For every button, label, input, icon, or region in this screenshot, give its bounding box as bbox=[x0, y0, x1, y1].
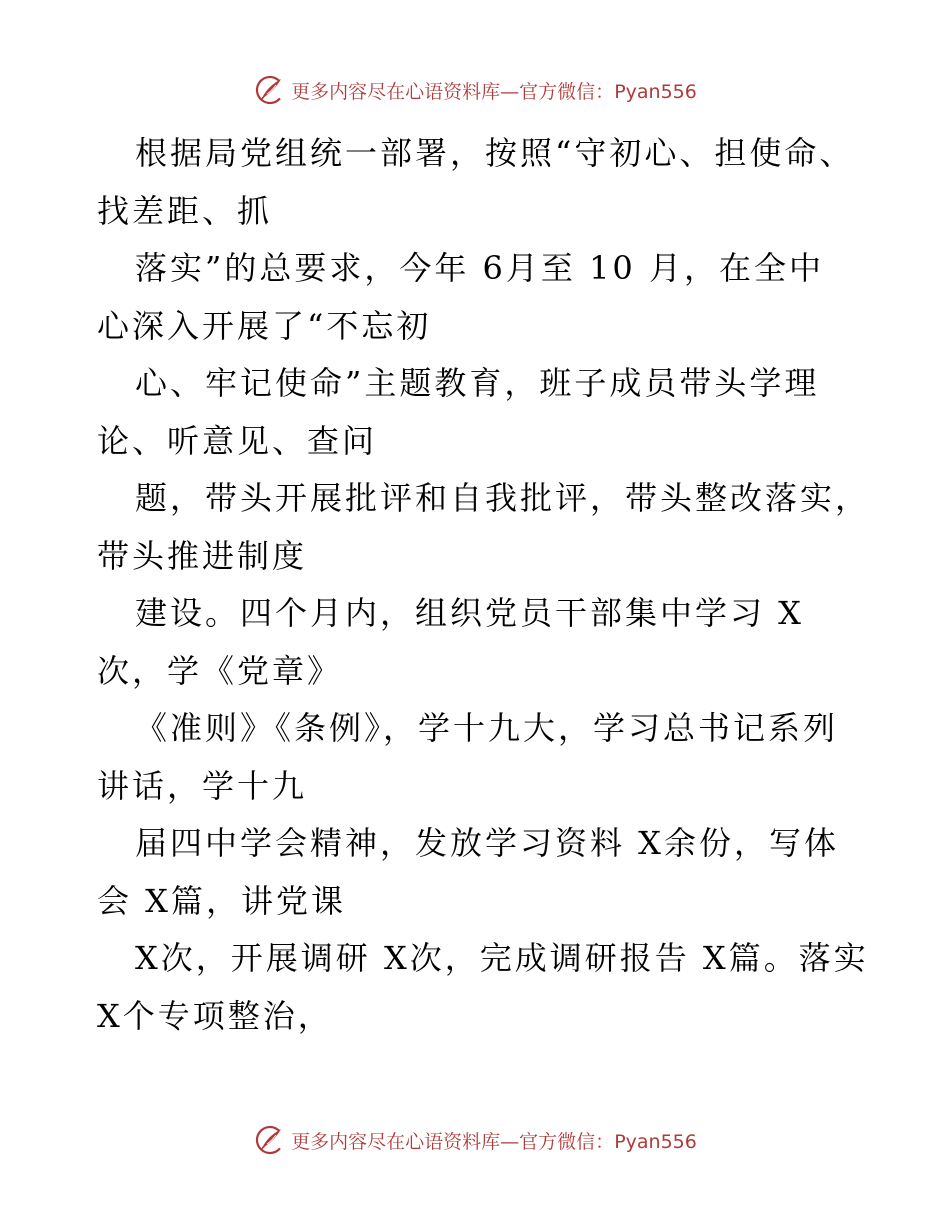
text-line: 带头推进制度 bbox=[97, 536, 308, 575]
header-watermark bbox=[0, 72, 950, 108]
text-line: 找差距、抓 bbox=[97, 191, 273, 230]
footer-watermark bbox=[0, 1122, 950, 1158]
watermark-separator: — bbox=[500, 1130, 520, 1153]
text-line: 根据局党组统一部署，按照“守初心、担使命、 bbox=[135, 134, 855, 172]
text-line: 次，学《党章》 bbox=[97, 651, 343, 690]
text-line: 《准则》《条例》，学十九大，学习总书记系列 bbox=[135, 709, 839, 747]
quill-pen-logo-icon bbox=[253, 73, 287, 107]
quill-pen-logo-icon bbox=[253, 1123, 287, 1157]
text-line: 心深入开展了“不忘初 bbox=[97, 306, 432, 345]
watermark-text bbox=[291, 77, 697, 104]
watermark-text bbox=[291, 1127, 697, 1154]
text-line: 建设。四个月内，组织党员干部集中学习 X bbox=[135, 594, 804, 632]
text-line: 届四中学会精神，发放学习资料 X余份，写体 bbox=[135, 824, 839, 862]
watermark-id: Pyan556 bbox=[614, 80, 697, 103]
watermark-contact: 官方微信： bbox=[519, 80, 615, 103]
text-line: 讲话，学十九 bbox=[97, 766, 308, 805]
text-line: X个专项整治， bbox=[97, 996, 333, 1035]
watermark-contact: 官方微信： bbox=[519, 1130, 615, 1153]
watermark-id: Pyan556 bbox=[614, 1130, 697, 1153]
text-line: X次，开展调研 X次，完成调研报告 X篇。落实 bbox=[135, 939, 869, 977]
text-line: 论、听意见、查问 bbox=[97, 421, 378, 460]
text-line: 会 X篇，讲党课 bbox=[97, 881, 346, 920]
text-line: 题，带头开展批评和自我批评，带头整改落实， bbox=[135, 479, 871, 517]
text-line: 心、牢记使命”主题教育，班子成员带头学理 bbox=[135, 364, 820, 402]
watermark-site: 更多内容尽在心语资料库 bbox=[291, 1130, 501, 1153]
watermark-site: 更多内容尽在心语资料库 bbox=[291, 80, 501, 103]
text-line: 落实”的总要求，今年 6月至 10 月，在全中 bbox=[135, 249, 824, 287]
watermark-separator: — bbox=[500, 80, 520, 103]
document-body bbox=[97, 125, 877, 1045]
